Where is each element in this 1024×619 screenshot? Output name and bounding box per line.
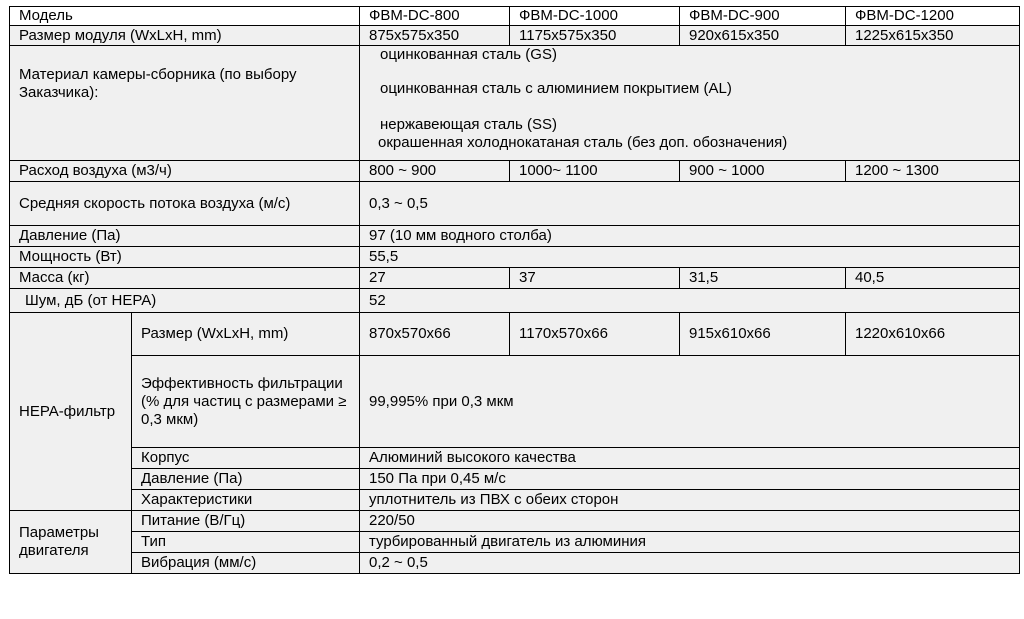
hepa-efficiency-value: 99,995% при 0,3 мкм [360, 356, 1020, 448]
power-row [10, 247, 1020, 268]
material-option: нержавеющая сталь (SS) [380, 116, 557, 133]
material-option: оцинкованная сталь с алюминием покрытием (AL) [380, 80, 732, 97]
pressure-label: Давление (Па) [10, 226, 360, 247]
hepa-housing-row [10, 448, 1020, 469]
module-size-row [10, 26, 1020, 46]
hepa-efficiency-label: Эффективность фильтрации (% для частиц с размерами ≥ 0,3 мкм) [132, 356, 360, 448]
hepa-housing-value: Алюминий высокого качества [360, 448, 1020, 469]
hepa-size-label: Размер (WxLxH, mm) [132, 313, 360, 356]
hepa-size-value: 915x610x66 [680, 313, 846, 356]
air-velocity-label: Средняя скорость потока воздуха (м/с) [10, 182, 360, 226]
module-size-value: 920x615x350 [680, 26, 846, 46]
module-size-value: 1225x615x350 [846, 26, 1020, 46]
hepa-size-value: 870x570x66 [360, 313, 510, 356]
module-size-value: 875x575x350 [360, 26, 510, 46]
motor-supply-value: 220/50 [360, 511, 1020, 532]
mass-value: 31,5 [680, 268, 846, 289]
spec-table [9, 6, 1020, 574]
motor-supply-row [10, 511, 1020, 532]
power-value: 55,5 [360, 247, 1020, 268]
mass-value: 37 [510, 268, 680, 289]
motor-type-value: турбированный двигатель из алюминия [360, 532, 1020, 553]
hepa-features-label: Характеристики [132, 490, 360, 511]
air-flow-value: 1200 ~ 1300 [846, 161, 1020, 182]
air-flow-row [10, 161, 1020, 182]
pressure-value: 97 (10 мм водного столба) [360, 226, 1020, 247]
hepa-pressure-label: Давление (Па) [132, 469, 360, 490]
pressure-row [10, 226, 1020, 247]
hepa-size-value: 1220x610x66 [846, 313, 1020, 356]
module-size-value: 1175x575x350 [510, 26, 680, 46]
air-flow-label: Расход воздуха (м3/ч) [10, 161, 360, 182]
model-name: ФВМ-DC-1200 [846, 7, 1020, 26]
module-size-label: Размер модуля (WxLxH, mm) [10, 26, 360, 46]
model-name: ФВМ-DC-800 [360, 7, 510, 26]
hepa-features-row [10, 490, 1020, 511]
chamber-material-label: Материал камеры-сборника (по выбору Заказчика): [10, 46, 360, 161]
motor-supply-label: Питание (В/Гц) [132, 511, 360, 532]
air-flow-value: 800 ~ 900 [360, 161, 510, 182]
power-label: Мощность (Вт) [10, 247, 360, 268]
mass-value: 27 [360, 268, 510, 289]
hepa-housing-label: Корпус [132, 448, 360, 469]
hepa-efficiency-row [10, 356, 1020, 448]
motor-type-row [10, 532, 1020, 553]
mass-row [10, 268, 1020, 289]
air-flow-value: 900 ~ 1000 [680, 161, 846, 182]
air-velocity-value: 0,3 ~ 0,5 [360, 182, 1020, 226]
hepa-pressure-row [10, 469, 1020, 490]
motor-type-label: Тип [132, 532, 360, 553]
material-option: окрашенная холоднокатаная сталь (без доп. обозначения) [378, 134, 788, 151]
motor-label: Параметры двигателя [10, 511, 132, 574]
noise-value: 52 [360, 289, 1020, 313]
mass-value: 40,5 [846, 268, 1020, 289]
hepa-size-row [10, 313, 1020, 356]
hepa-features-value: уплотнитель из ПВХ с обеих сторон [360, 490, 1020, 511]
motor-vibration-label: Вибрация (мм/с) [132, 553, 360, 574]
mass-label: Масса (кг) [10, 268, 360, 289]
model-label: Модель [10, 7, 360, 26]
chamber-material-row [10, 46, 1020, 161]
model-name: ФВМ-DC-1000 [510, 7, 680, 26]
material-option: оцинкованная сталь (GS) [380, 46, 557, 63]
hepa-pressure-value: 150 Па при 0,45 м/с [360, 469, 1020, 490]
air-flow-value: 1000~ 1100 [510, 161, 680, 182]
air-velocity-row [10, 182, 1020, 226]
motor-vibration-row [10, 553, 1020, 574]
header-row [10, 7, 1020, 26]
chamber-material-options [360, 46, 1020, 161]
motor-vibration-value: 0,2 ~ 0,5 [360, 553, 1020, 574]
model-name: ФВМ-DC-900 [680, 7, 846, 26]
noise-label: Шум, дБ (от HEPA) [10, 289, 360, 313]
noise-row [10, 289, 1020, 313]
hepa-size-value: 1170x570x66 [510, 313, 680, 356]
hepa-label: HEPA-фильтр [10, 313, 132, 511]
